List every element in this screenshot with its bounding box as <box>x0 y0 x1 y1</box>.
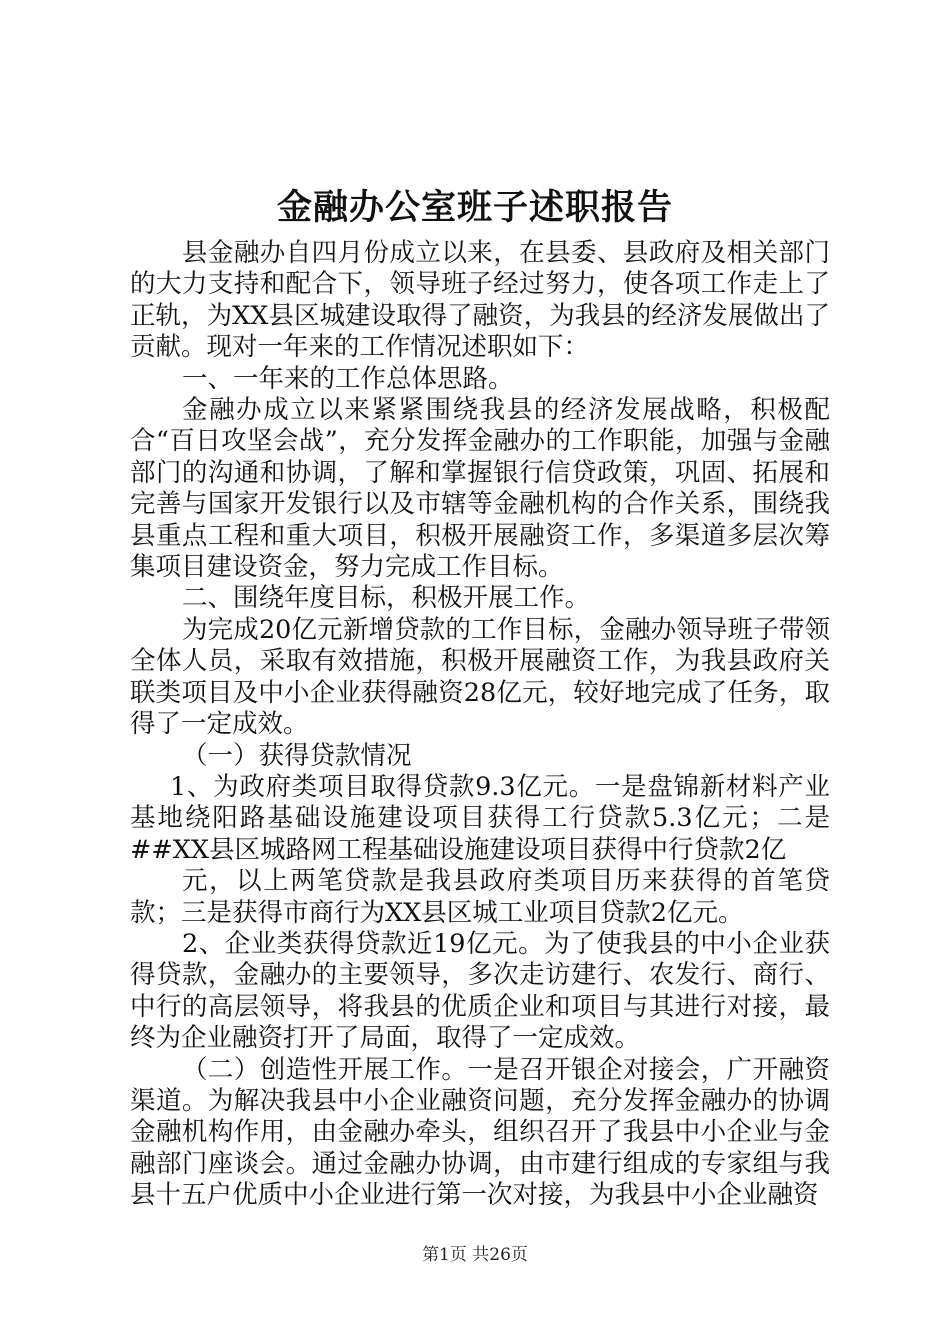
paragraph: 金融办成立以来紧紧围绕我县的经济发展战略，积极配合“百日攻坚会战”，充分发挥金融办的工作职能，加强与金融部门的沟通和协调，了解和掌握银行信贷政策，巩固、拓展和完善与国家开发银行以及市辖等金融机构的合作关系，围绕我县重点工程和重大项目，积极开展融资工作，多渠道多层次筹集项目建设资金，努力完成工作目标。 <box>130 395 830 583</box>
section-heading: 二、围绕年度目标，积极开展工作。 <box>182 583 591 614</box>
section-heading: 一、一年来的工作总体思路。 <box>182 363 514 394</box>
paragraph: 为完成20亿元新增贷款的工作目标，金融办领导班子带领全体人员，采取有效措施，积极开展融资工作，为我县政府关联类项目及中小企业获得融资28亿元，较好地完成了任务，取得了一定成效。 <box>130 614 830 740</box>
page-footer: 第1页 共26页 <box>422 1245 528 1265</box>
document-title: 金融办公室班子述职报告 <box>276 187 673 228</box>
paragraph: 元，以上两笔贷款是我县政府类项目历来获得的首笔贷款；三是获得市商行为XX县区城工业项目贷款2亿元。 <box>130 866 830 928</box>
paragraph: 县金融办自四月份成立以来，在县委、县政府及相关部门的大力支持和配合下，领导班子经过努力，使各项工作走上了正轨，为XX县区城建设取得了融资，为我县的经济发展做出了贡献。现对一年来的工作情况述职如下： <box>130 238 830 363</box>
subsection-heading: （一）获得贷款情况 <box>182 740 412 771</box>
paragraph: 2、企业类获得贷款近19亿元。为了使我县的中小企业获得贷款，金融办的主要领导，多次走访建行、农发行、商行、中行的高层领导，将我县的优质企业和项目与其进行对接，最终为企业融资打开了局面，取得了一定成效。 <box>130 928 830 1054</box>
paragraph: 1、为政府类项目取得贷款9.3亿元。一是盘锦新材料产业基地绕阳路基础设施建设项目获得工行贷款5.3亿元；二是##XX县区城路网工程基础设施建设项目获得中行贷款2亿 <box>130 771 830 865</box>
paragraph: （二）创造性开展工作。一是召开银企对接会，广开融资渠道。为解决我县中小企业融资问题，充分发挥金融办的协调金融机构作用，由金融办牵头，组织召开了我县中小企业与金融部门座谈会。通过金融办协调，由市建行组成的专家组与我县十五户优质中小企业进行第一次对接，为我县中小企业融资 <box>130 1054 830 1211</box>
document-body <box>130 238 830 1212</box>
